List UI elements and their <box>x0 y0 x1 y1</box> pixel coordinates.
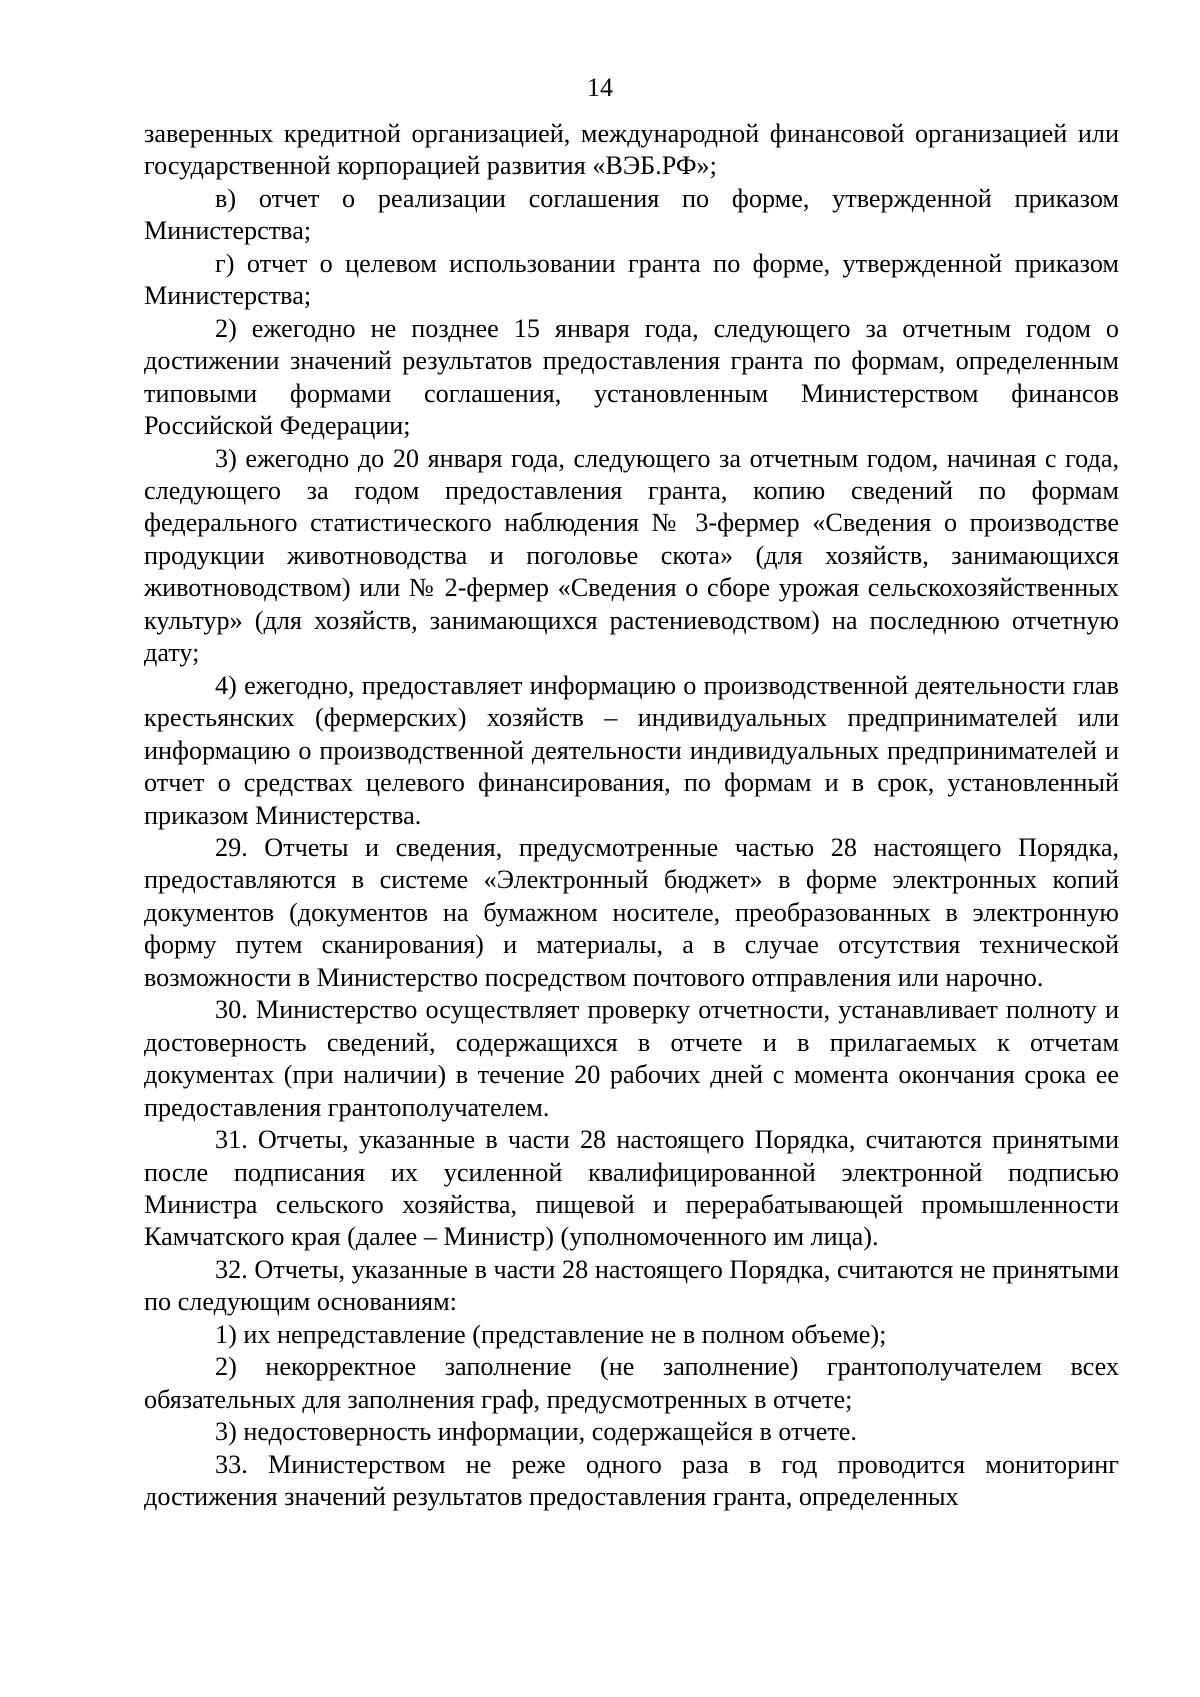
paragraph-section-32-item-1: 1) их непредставление (представление не в полном объеме); <box>215 1319 887 1349</box>
paragraph-item-g: г) отчет о целевом использовании гранта по форме, утвержденной приказом Министерства; <box>144 248 1119 311</box>
document-body <box>144 118 1119 1513</box>
paragraph-continuation: заверенных кредитной организацией, международной финансовой организацией или государственной корпорацией развития «ВЭБ.РФ»; <box>144 119 1119 181</box>
paragraph-section-32: 32. Отчеты, указанные в части 28 настоящего Порядка, считаются не принятыми по следующим основаниям: <box>144 1254 1119 1317</box>
paragraph-section-32-item-3: 3) недостоверность информации, содержащейся в отчете. <box>215 1417 857 1447</box>
paragraph-section-33: 33. Министерством не реже одного раза в год проводится мониторинг достижения значений результатов предоставления гранта, определенных <box>144 1449 1119 1512</box>
paragraph-item-v: в) отчет о реализации соглашения по форме, утвержденной приказом Министерства; <box>144 183 1119 246</box>
paragraph-section-29: 29. Отчеты и сведения, предусмотренные частью 28 настоящего Порядка, предоставляются в системе «Электронный бюджет» в форме электронных копий документов (документов на бумажном носителе, преобразованных в электронную форму путем сканирования) и материалы, а в случае отсутствия технической возможности в Министерство посредством почтового отправления или нарочно. <box>144 832 1119 992</box>
page-number: 14 <box>587 73 613 102</box>
paragraph-section-31: 31. Отчеты, указанные в части 28 настоящего Порядка, считаются принятыми после подписания их усиленной квалифицированной электронной подписью Министра сельского хозяйства, пищевой и перерабатывающей промышленности Камчатского края (далее – Министр) (уполномоченного им лица). <box>144 1125 1119 1252</box>
paragraph-section-32-item-2: 2) некорректное заполнение (не заполнение) грантополучателем всех обязательных для заполнения граф, предусмотренных в отчете; <box>144 1352 1119 1414</box>
paragraph-item-2: 2) ежегодно не позднее 15 января года, следующего за отчетным годом о достижении значений результатов предоставления гранта по формам, определенным типовыми формами соглашения, установленным Министерством финансов Российской Федерации; <box>144 313 1119 441</box>
paragraph-item-3: 3) ежегодно до 20 января года, следующего за отчетным годом, начиная с года, следующего за годом предоставления гранта, копию сведений по формам федерального статистического наблюдения № 3-фермер «Сведения о производстве продукции животноводства и поголовье скота» (для хозяйств, занимающихся животноводством) или № 2-фермер «Сведения о сборе урожая сельскохозяйственных культур» (для хозяйств, занимающихся растениеводством) на последнюю отчетную дату; <box>144 443 1119 668</box>
paragraph-item-4: 4) ежегодно, предоставляет информацию о производственной деятельности глав крестьянских (фермерских) хозяйств – индивидуальных предпринимателей или информацию о производственной деятельности индивидуальных предпринимателей и отчет о средствах целевого финансирования, по формам и в срок, установленный приказом Министерства. <box>144 670 1119 830</box>
paragraph-section-30: 30. Министерство осуществляет проверку отчетности, устанавливает полноту и достоверность сведений, содержащихся в отчете и в прилагаемых к отчетам документах (при наличии) в течение 20 рабочих дней с момента окончания срока ее предоставления грантополучателем. <box>144 995 1119 1122</box>
